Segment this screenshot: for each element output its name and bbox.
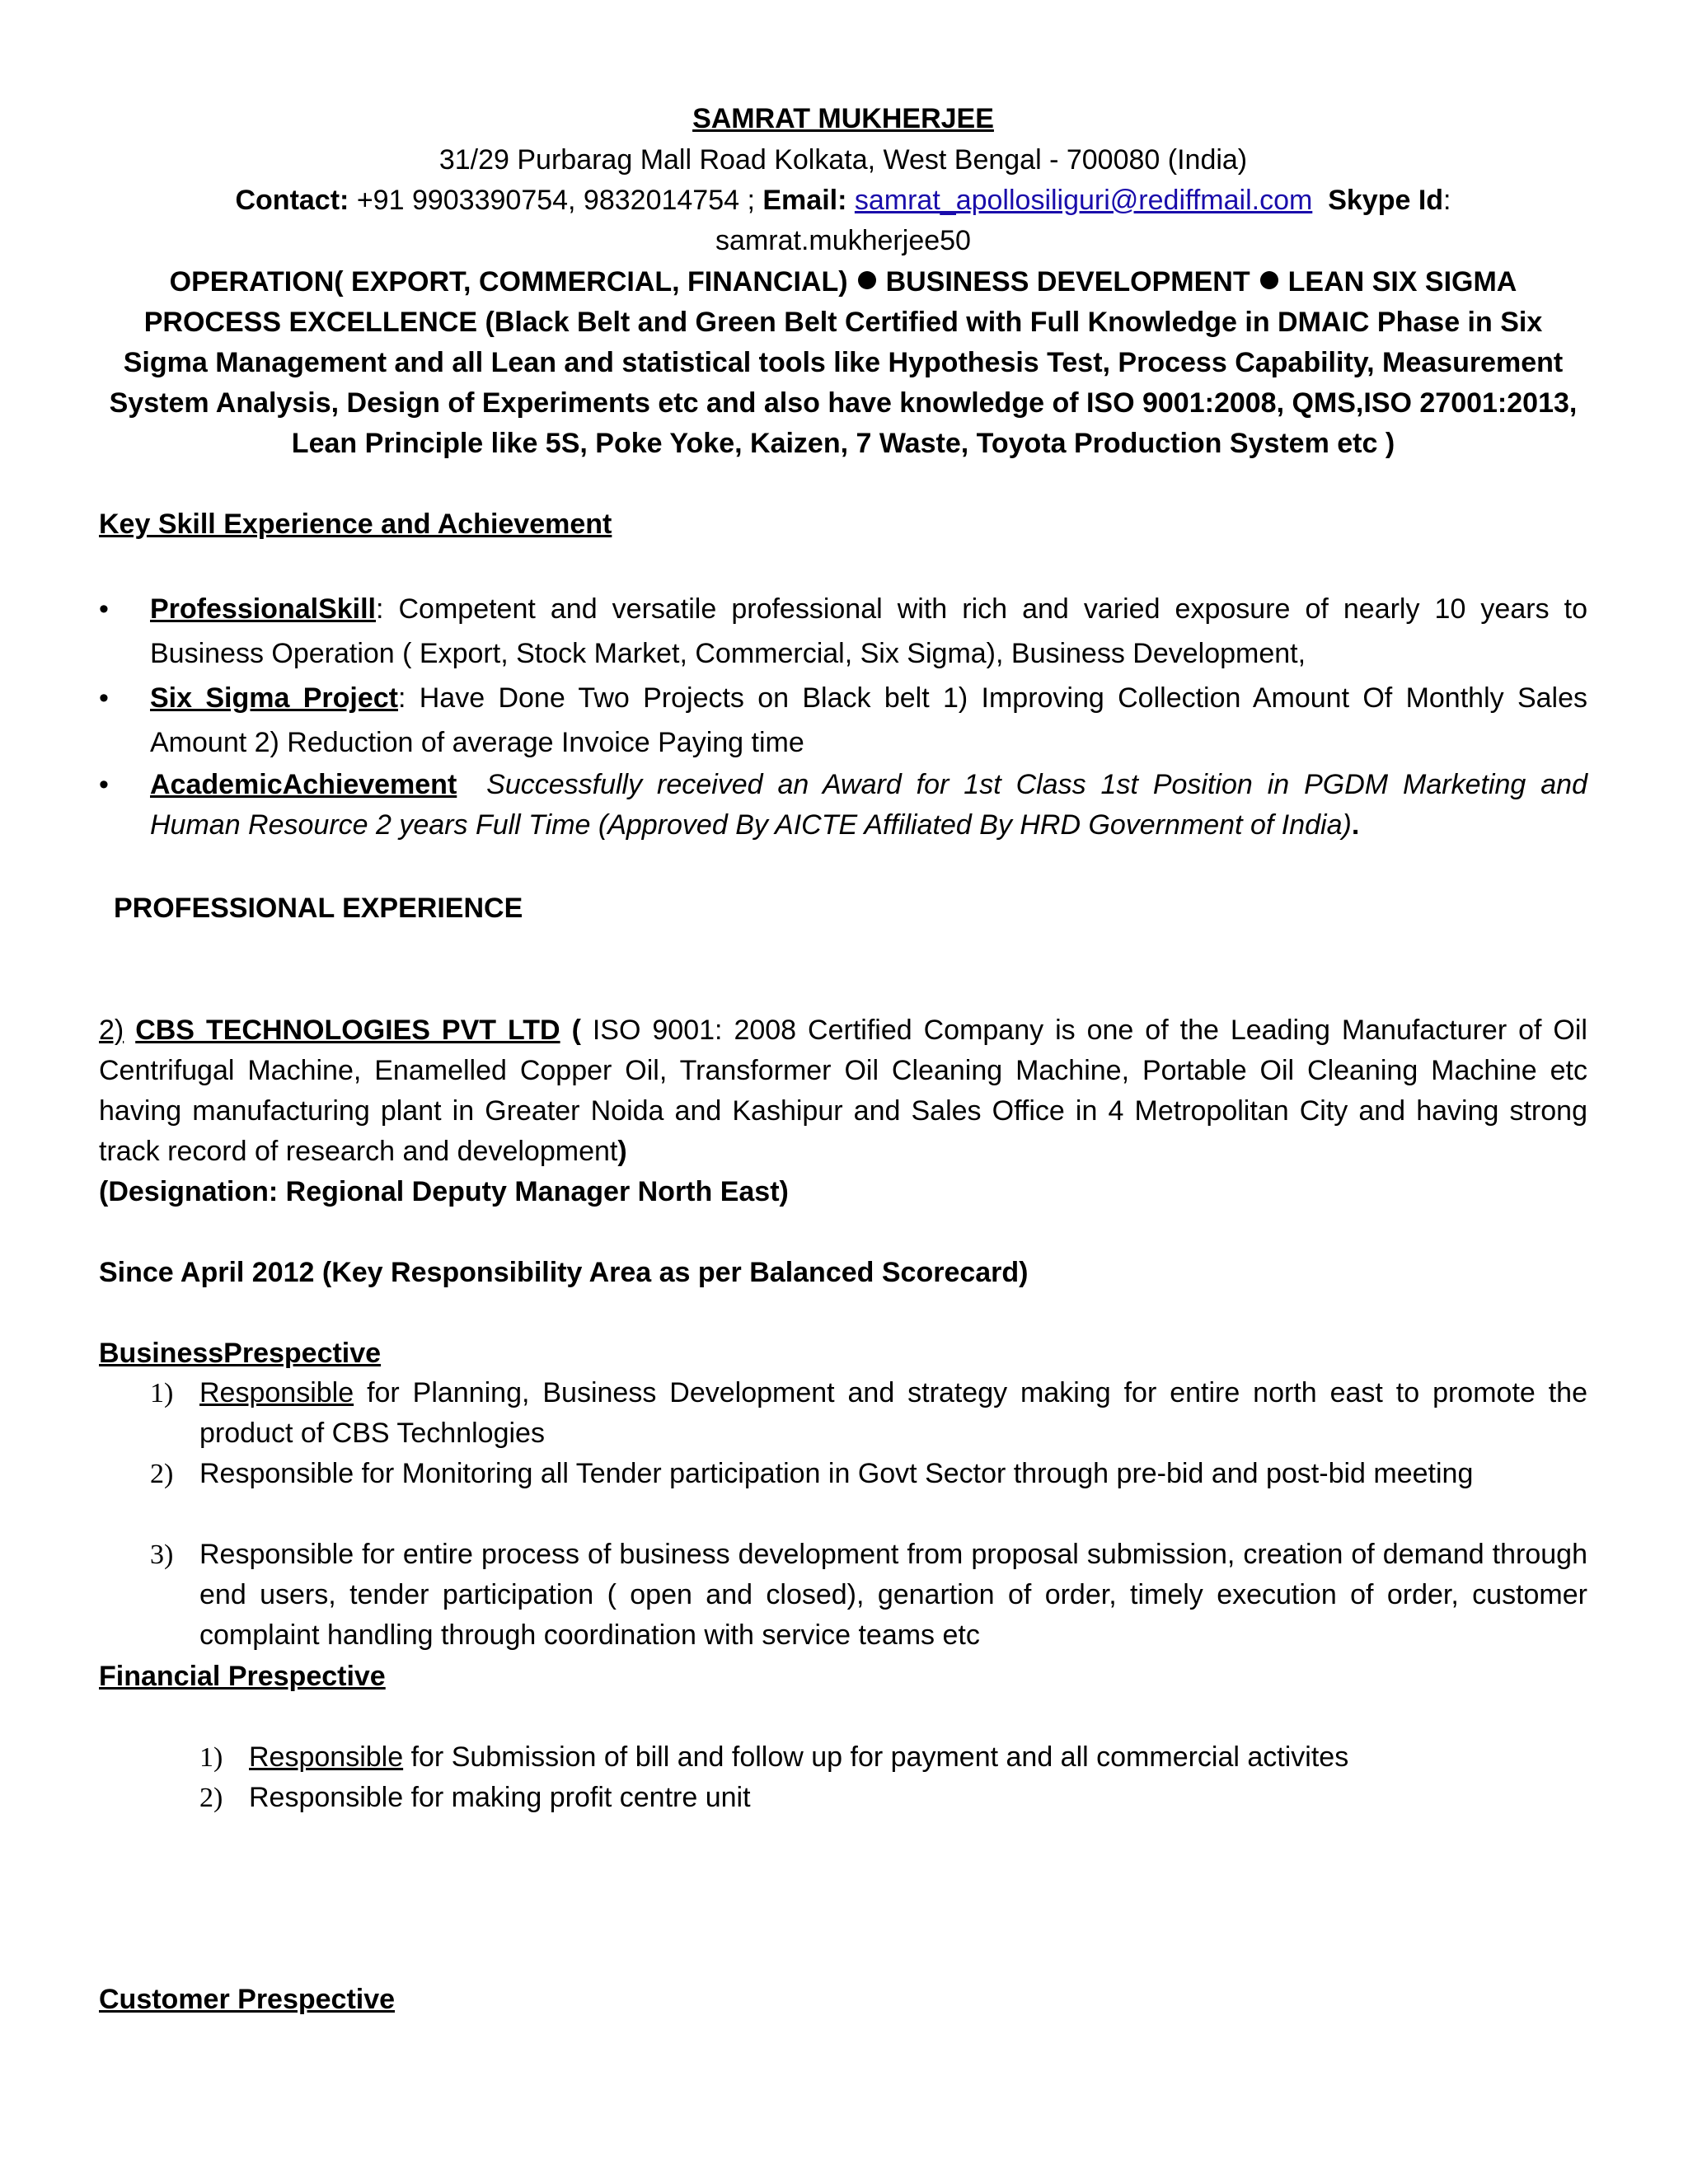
experience-heading: PROFESSIONAL EXPERIENCE	[114, 893, 523, 924]
financial-item	[99, 1778, 1587, 1818]
tagline-operation: OPERATION( EXPORT, COMMERCIAL, FINANCIAL)	[169, 266, 848, 298]
bullet-dot-icon	[1260, 271, 1278, 289]
skill-item-professional	[99, 587, 1587, 676]
skill-text: Successfully received an Award for 1st Class 1st Position in PGDM Marketing and Human Resource 2 years Full Time (Approved By AICTE Affiliated By HRD Government of India)	[150, 769, 1587, 841]
company-block	[99, 1010, 1587, 1172]
bullet-icon: •	[99, 682, 109, 714]
designation: (Designation: Regional Deputy Manager North East)	[99, 1176, 789, 1207]
skill-label: AcademicAchievement	[150, 769, 457, 800]
contact-label: Contact:	[235, 185, 349, 216]
skype-label: Skype Id	[1328, 185, 1444, 216]
skill-text: : Have Done Two Projects on Black belt 1) Improving Collection Amount Of Monthly Sales Amount 2) Reduction of average Invoice Paying time	[150, 682, 1587, 758]
item-number: 3)	[150, 1540, 174, 1570]
bullet-dot-icon	[858, 271, 876, 289]
profile-tagline	[99, 262, 1587, 464]
business-perspective-heading: BusinessPrespective	[99, 1338, 382, 1369]
item-number: 2)	[150, 1459, 174, 1489]
skype-id: samrat.mukherjee50	[715, 225, 971, 256]
since-date: Since April 2012 (Key Responsibility Area as per Balanced Scorecard)	[99, 1257, 1029, 1288]
email-label: Email:	[762, 185, 847, 216]
email-link[interactable]: samrat_apollosiliguri@rediffmail.com	[854, 185, 1313, 216]
contact-line	[99, 180, 1587, 221]
bullet-icon: •	[99, 769, 109, 800]
customer-perspective-heading: Customer Prespective	[99, 1984, 396, 2015]
item-number: 1)	[199, 1742, 223, 1773]
item-text: Responsible for making profit centre unit	[249, 1782, 751, 1813]
skill-label: Six Sigma Project	[150, 682, 398, 714]
close-paren: )	[617, 1136, 627, 1167]
skill-label: ProfessionalSkill	[150, 593, 376, 625]
key-skills-heading: Key Skill Experience and Achievement	[99, 509, 612, 540]
financial-perspective-heading: Financial Prespective	[99, 1661, 386, 1692]
open-paren: (	[571, 1015, 581, 1046]
financial-item	[99, 1737, 1587, 1778]
item-text: for Submission of bill and follow up for payment and all commercial activites	[410, 1741, 1349, 1773]
item-lead: Responsible	[199, 1377, 354, 1408]
skill-item-academic	[99, 765, 1587, 846]
skill-end: .	[1351, 809, 1360, 841]
item-text: Responsible for Monitoring all Tender participation in Govt Sector through pre-bid and post-bid meeting	[199, 1458, 1474, 1489]
company-description: ISO 9001: 2008 Certified Company is one of the Leading Manufacturer of Oil Centrifugal Machine, Enamelled Copper Oil, Transformer Oil Cleaning Machine, Portable Oil Cleaning Machine etc having manufacturing plant in Greater Noida and Kashipur and Sales Office in 4 Metropolitan City and having strong track record of research and development	[99, 1015, 1587, 1167]
company-name: CBS TECHNOLOGIES PVT LTD	[135, 1015, 560, 1046]
contact-phones: +91 9903390754, 9832014754 ;	[356, 185, 755, 216]
item-number: 2)	[199, 1783, 223, 1813]
tagline-business-development: BUSINESS DEVELOPMENT	[885, 266, 1250, 298]
business-item	[99, 1454, 1587, 1494]
item-lead: Responsible	[249, 1741, 404, 1773]
tagline-lean-six-sigma: LEAN SIX SIGMA PROCESS EXCELLENCE (Black Belt and Green Belt Certified with Full Knowledge in DMAIC Phase in Six Sigma Management and all Lean and statistical tools like Hypothesis Test, Process Capability, Measurement System Analysis, Design of Experiments etc and also have knowledge of ISO 9001:2008, QMS,ISO 27001:2013, Lean Principle like 5S, Poke Yoke, Kaizen, 7 Waste, Toyota Production System etc )	[109, 266, 1578, 459]
item-number: 1)	[150, 1378, 174, 1408]
item-text: for Planning, Business Development and strategy making for entire north east to promote the product of CBS Technlogies	[199, 1377, 1588, 1449]
bullet-icon: •	[99, 593, 109, 625]
business-item	[99, 1373, 1587, 1454]
business-item	[99, 1535, 1587, 1656]
candidate-name: SAMRAT MUKHERJEE	[692, 103, 994, 134]
address: 31/29 Purbarag Mall Road Kolkata, West Bengal - 700080 (India)	[438, 144, 1248, 176]
skill-item-six-sigma	[99, 676, 1587, 765]
skype-colon: :	[1443, 185, 1451, 216]
company-number: 2)	[99, 1015, 124, 1046]
skill-text: : Competent and versatile professional with rich and varied exposure of nearly 10 years to Business Operation ( Export, Stock Market, Commercial, Six Sigma), Business Development,	[150, 593, 1587, 669]
item-text: Responsible for entire process of business development from proposal submission, creation of demand through end users, tender participation ( open and closed), genartion of order, timely execution of order, customer complaint handling through coordination with service teams etc	[199, 1539, 1587, 1651]
